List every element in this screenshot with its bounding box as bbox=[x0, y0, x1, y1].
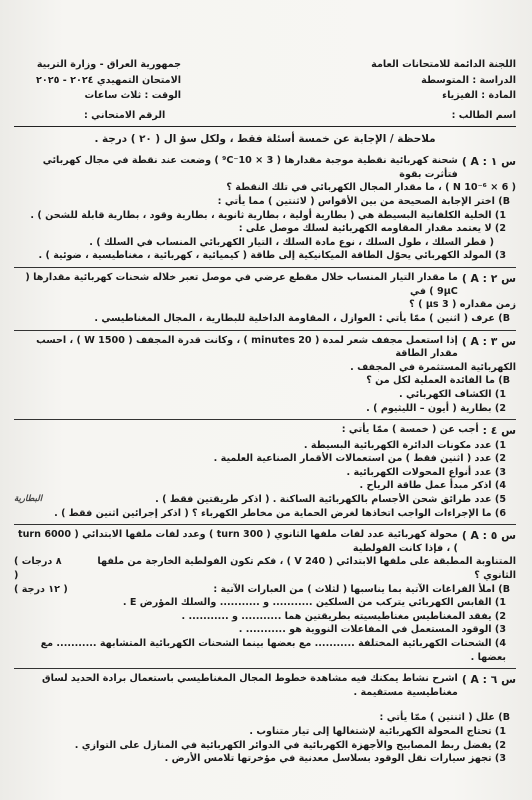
question-3-number: س ٣ : A ) bbox=[461, 334, 516, 348]
question-divider bbox=[14, 330, 516, 331]
question-4 bbox=[14, 423, 516, 520]
question-5-b-item-2: 2) يفقد المغناطيس مغناطيسيته بطريقتين هما ........... و ........... . bbox=[181, 610, 506, 622]
question-5 bbox=[14, 528, 516, 664]
handwritten-margin-note: البطارية bbox=[14, 493, 43, 504]
study-level: الدراسة : المتوسطة bbox=[421, 74, 516, 86]
question-2-a-line2: زمن مقداره ( 3 μs ) ؟ bbox=[409, 299, 516, 311]
question-3-b-title: B) ما الفائدة العملية لكل من ؟ bbox=[366, 375, 510, 387]
question-1-b-item-2: 2) لا يعتمد مقدار المقاومه الكهربائية لسلك موصل على : bbox=[238, 223, 506, 235]
question-divider bbox=[14, 267, 516, 268]
question-1-a-line2: ( 6 × 10⁻⁶ N ) ، ما مقدار المجال الكهربائي في تلك النقطة ؟ bbox=[226, 182, 516, 194]
question-5-b-title: B) املأ الفراغات الآتية بما يناسبها ( لثلاث ) من العبارات الآتية : bbox=[213, 583, 510, 595]
question-divider bbox=[14, 668, 516, 669]
question-2-b: B) عرف ( اثنين ) ممّا يأتي : العوازل ، المقاومة الداخلية للبطارية ، المجال المغناطيسي . bbox=[94, 312, 510, 324]
question-4-item-1: 1) عدد مكونات الدائرة الكهربائية البسيطة . bbox=[303, 439, 506, 451]
question-1-b-title: B) اختر الإجابة الصحيحة من بين الأقواس ( لاثنتين ) مما يأتي : bbox=[217, 196, 510, 208]
question-5-a-line2: المتناوبة المطبقة على ملفها الابتدائي ( 240 V ) ، فكم تكون الفولطية الخارجة من ملفها الثانوي ؟ bbox=[97, 556, 516, 581]
header-right-block bbox=[371, 58, 516, 105]
question-5-a-marks: ( ٨ درجات ) bbox=[14, 556, 62, 581]
exam-header bbox=[14, 58, 516, 105]
ministry-name: جمهورية العراق - وزارة التربية bbox=[36, 59, 182, 70]
question-5-b-marks: ( ١٢ درجة ) bbox=[14, 583, 68, 595]
question-5-b-item-3: 3) الوقود المستعمل في المفاعلات النووية هو ........... . bbox=[238, 624, 506, 636]
committee-name: اللجنة الدائمة للامتحانات العامة bbox=[371, 59, 516, 70]
question-3-a-line1: إذا استعمل مجفف شعر لمدة ( 20 minutes ) ، وكانت قدرة المجفف ( 1500 W ) ، احسب مقدار الطاقة bbox=[36, 334, 458, 360]
question-6-a-line1: اشرح نشاط يمكنك فيه مشاهدة خطوط المجال المغناطيسي باستعمال برادة الحديد لساق مغناطيسية مستقيمة . bbox=[42, 673, 458, 698]
question-3-b-item-2: 2) بطارية ( أيون – الليثيوم ) . bbox=[366, 402, 506, 414]
question-6 bbox=[14, 672, 516, 766]
exam-name: الامتحان التمهيدي ٢٠٢٤ - ٢٠٢٥ bbox=[36, 74, 182, 86]
student-info-row bbox=[14, 109, 516, 123]
question-3 bbox=[14, 334, 516, 416]
question-4-title: أجب عن ( خمسة ) ممّا يأتي : bbox=[341, 424, 479, 436]
question-5-b-item-1: 1) القابس الكهربائي يتركب من السلكين ........... و ........... والسلك المؤرض E . bbox=[122, 597, 506, 609]
question-2 bbox=[14, 271, 516, 325]
question-divider bbox=[14, 419, 516, 420]
question-4-item-5: 5) عدد طرائق شحن الأجسام بالكهربائية الساكنة . ( اذكر طريقتين فقط ) . bbox=[155, 493, 506, 505]
question-6-b-item-1: 1) تحتاج المحولة الكهربائية لإشتغالها إلى تيار متناوب . bbox=[249, 726, 506, 738]
question-5-a-line1: محولة كهربائية عدد لفات ملفها الثانوي ( 300 turn ) وعدد لفات ملفها الابتدائي ( 6000 turn ) ، فإذا كانت الفولطية bbox=[18, 529, 458, 554]
question-4-item-6: 6) ما الإجراءات الواجب اتخاذها لغرض الحماية من مخاطر الكهرباء ؟ ( اذكر إجرائين اثنين فقط ) . bbox=[54, 507, 506, 519]
question-1 bbox=[14, 154, 516, 263]
header-left-block bbox=[14, 58, 181, 105]
exam-number-label: الرقم الامتحاني : bbox=[84, 109, 166, 121]
question-4-item-2: 2) عدد ( اثنين فقط ) من استعمالات الأقمار الصناعية العلمية . bbox=[213, 453, 506, 465]
question-6-b-item-3: 3) تجهز سيارات نقل الوقود بسلاسل معدنية في مؤخرتها تلامس الأرض . bbox=[164, 753, 506, 765]
question-1-a-line1: شحنة كهربائية نقطية موجبة مقدارها ( 3 × 10⁻⁹C ) وضعت عند نقطة في مجال كهربائي فتأثرت بقوة bbox=[42, 155, 458, 180]
question-2-a-line1: ما مقدار التيار المنساب خلال مقطع عرضي في موصل تعبر خلاله شحنات كهربائية مقدارها ( 9μC ) في bbox=[25, 272, 458, 297]
question-6-b-title: B) علل ( اثنتين ) ممّا يأتي : bbox=[379, 712, 510, 724]
exam-note: ملاحظة / الإجابة عن خمسة أسئلة فقط ، ولكل سؤ ال ( ٢٠ ) درجة . bbox=[94, 133, 436, 146]
exam-time: الوقت : ثلاث ساعات bbox=[84, 90, 182, 102]
question-5-number: س ٥ : A ) bbox=[461, 529, 516, 543]
question-3-b-item-1: 1) الكشاف الكهربائي . bbox=[398, 388, 506, 400]
subject: المادة : الفيزياء bbox=[442, 90, 516, 102]
question-1-b-item-1: 1) الخلية الكلفانية البسيطة هي ( بطارية أولية ، بطارية ثانوية ، بطارية وقود ، بطارية قابلة للشحن ) . bbox=[30, 209, 506, 221]
question-1-b-item-2-options: ( قطر السلك ، طول السلك ، نوع مادة السلك ، التيار الكهربائي المنساب في السلك ) . bbox=[89, 236, 494, 248]
question-1-b-item-3: 3) المولد الكهربائي يحوّل الطاقة الميكانيكية إلى طاقة ( كيميائية ، كهربائية ، مغناطيسية ، ضوئية ) . bbox=[38, 250, 506, 262]
question-4-item-3: 3) عدد أنواع المحولات الكهربائية . bbox=[346, 466, 506, 478]
question-2-number: س ٢ : A ) bbox=[461, 272, 516, 286]
question-6-b-item-2: 2) يفضل ربط المصابيح والأجهزة الكهربائية في الدوائر الكهربائية في المنازل على التوازي . bbox=[74, 739, 506, 751]
question-4-item-4: 4) اذكر مبدأ عمل طاقة الرياح . bbox=[359, 480, 506, 492]
question-1-number: س ١ : A ) bbox=[461, 155, 516, 169]
student-name-label: اسم الطالب : bbox=[451, 109, 516, 121]
header-divider bbox=[14, 126, 516, 127]
question-3-a-line2: الكهربائية المستثمرة في المجفف . bbox=[350, 361, 516, 373]
question-5-b-item-4: 4) الشحنات الكهربائية المختلفة ........... مع بعضها بينما الشحنات الكهربائية المتشابهة ........... مع بعضها . bbox=[40, 638, 506, 663]
question-6-number: س ٦ : A ) bbox=[461, 673, 516, 687]
question-4-number: س ٤ : bbox=[482, 424, 516, 438]
question-divider bbox=[14, 524, 516, 525]
